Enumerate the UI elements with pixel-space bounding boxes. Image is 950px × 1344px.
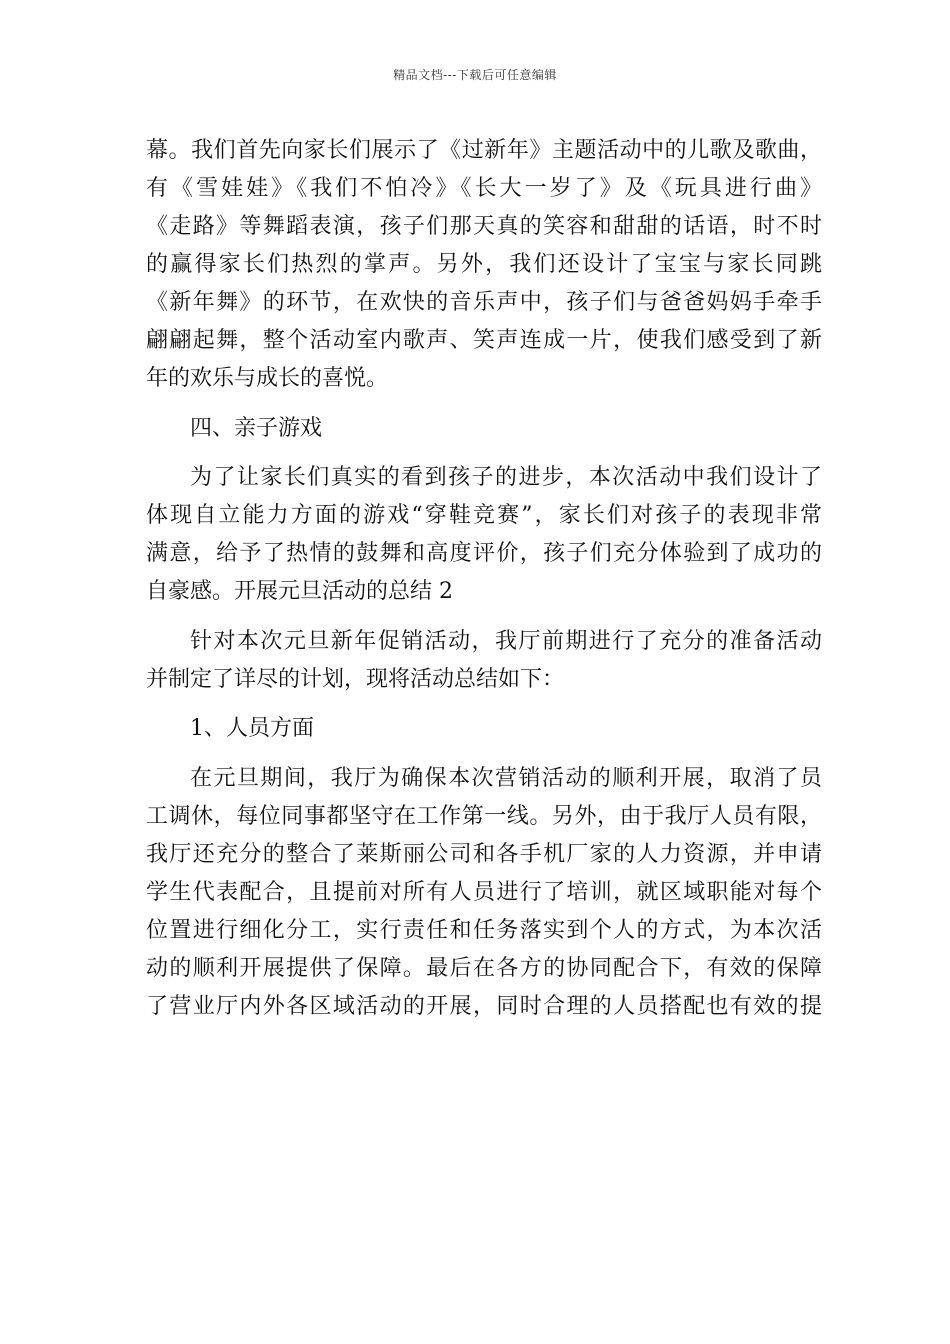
document-body bbox=[146, 132, 822, 1026]
text-line: 为了让家长们真实的看到孩子的进步，本次活动中我们设计了 bbox=[190, 465, 822, 490]
paragraph-activity-description bbox=[146, 132, 822, 398]
page-header: 精品文档---下载后可任意编辑 bbox=[393, 68, 557, 82]
paragraph-shoe-race bbox=[146, 459, 822, 611]
text-line: 自豪感。开展元旦活动的总结 2 bbox=[146, 579, 453, 604]
text-line: 体现自立能力方面的游戏“穿鞋竞赛”，家长们对孩子的表现非常 bbox=[146, 503, 822, 528]
text-line: 有《雪娃娃》《我们不怕冷》《长大一岁了》及《玩具进行曲》 bbox=[146, 176, 822, 201]
text-line: 动的顺利开展提供了保障。最后在各方的协同配合下，有效的保障 bbox=[146, 955, 822, 981]
section-heading-parent-child-games bbox=[146, 410, 822, 448]
text-line: 我厅还充分的整合了莱斯丽公司和各手机厂家的人力资源，并申请 bbox=[146, 841, 822, 867]
text-line: 《新年舞》的环节，在欢快的音乐声中，孩子们与爸爸妈妈手牵手 bbox=[146, 290, 822, 315]
section-heading-personnel bbox=[146, 710, 822, 748]
heading-text: 四、亲子游戏 bbox=[190, 415, 323, 441]
text-line: 位置进行细化分工，实行责任和任务落实到个人的方式，为本次活 bbox=[146, 917, 822, 943]
text-line: 的赢得家长们热烈的掌声。另外，我们还设计了宝宝与家长同跳 bbox=[146, 252, 822, 277]
paragraph-personnel-details bbox=[146, 760, 822, 1026]
text-line: 工调休，每位同事都坚守在工作第一线。另外，由于我厅人员有限， bbox=[146, 803, 822, 829]
text-line: 满意，给予了热情的鼓舞和高度评价，孩子们充分体验到了成功的 bbox=[146, 541, 822, 566]
text-line: 幕。我们首先向家长们展示了《过新年》主题活动中的儿歌及歌曲， bbox=[146, 138, 822, 163]
text-line: 年的欢乐与成长的喜悦。 bbox=[146, 366, 389, 391]
text-line: 针对本次元旦新年促销活动，我厅前期进行了充分的准备活动 bbox=[190, 628, 822, 654]
text-line: 翩翩起舞，整个活动室内歌声、笑声连成一片，使我们感受到了新 bbox=[146, 328, 822, 353]
text-line: 了营业厅内外各区域活动的开展，同时合理的人员搭配也有效的提 bbox=[146, 993, 822, 1019]
text-line: 学生代表配合，且提前对所有人员进行了培训，就区域职能对每个 bbox=[146, 879, 822, 905]
text-line: 并制定了详尽的计划，现将活动总结如下： bbox=[146, 666, 565, 692]
heading-text: 1、人员方面 bbox=[190, 716, 314, 741]
paragraph-promotion-intro bbox=[146, 623, 822, 699]
text-line: 在元旦期间，我厅为确保本次营销活动的顺利开展，取消了员 bbox=[190, 765, 822, 791]
text-line: 《走路》等舞蹈表演，孩子们那天真的笑容和甜甜的话语，时不时 bbox=[146, 214, 822, 239]
